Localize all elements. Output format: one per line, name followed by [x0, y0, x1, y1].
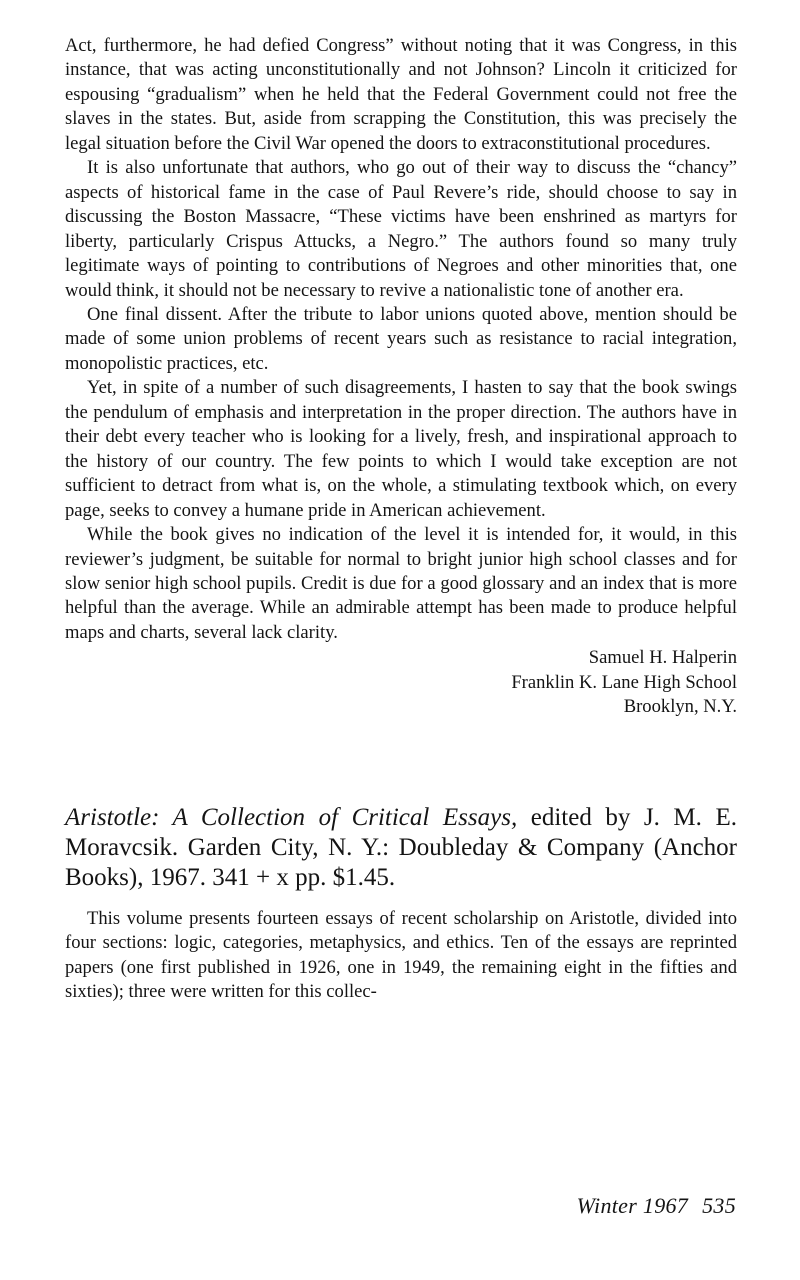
- journal-page: [65, 34, 737, 1005]
- paragraph: Yet, in spite of a number of such disagreements, I hasten to say that the book swings the pendulum of emphasis and interpretation in the proper direction. The authors have in their debt every teacher who is looking for a lively, fresh, and inspirational approach to the history of our country. The few points to which I would take exception are not sufficient to detract from what is, on the whole, a stimulating textbook which, on every page, seeks to convey a humane pride in American achievement.: [65, 377, 737, 521]
- paragraph: This volume presents fourteen essays of recent scholarship on Aristotle, divided into four sections: logic, categories, metaphysics, and ethics. Ten of the essays are reprinted papers (one first published in 1926, one in 1949, the remaining eight in the fifties and sixties); three were written for this collec-: [65, 907, 737, 1003]
- next-review-text: [65, 907, 737, 1005]
- reviewer-signature: [65, 646, 737, 719]
- paragraph: One final dissent. After the tribute to labor unions quoted above, mention should be made of some union problems of recent years such as resistance to racial integration, monopolistic practices, etc.: [65, 303, 737, 374]
- previous-review-text: [65, 34, 737, 645]
- page-footer: [577, 1193, 736, 1219]
- reviewer-location: Brooklyn, N.Y.: [623, 696, 737, 718]
- reviewer-institution: Franklin K. Lane High School: [511, 671, 737, 693]
- reviewer-name: Samuel H. Halperin: [588, 647, 737, 669]
- issue-label: Winter 1967: [576, 1193, 689, 1218]
- book-review-heading: [65, 803, 737, 893]
- page-number: 535: [702, 1193, 736, 1218]
- book-citation: edited by J. M. E. Moravcsik. Garden City, N. Y.: Doubleday & Company (Anchor Books), 1967. 341 + x pp. $1.45.: [65, 803, 737, 891]
- paragraph: It is also unfortunate that authors, who go out of their way to discuss the “chancy” aspects of historical fame in the case of Paul Revere’s ride, should choose to say in discussing the Boston Massacre, “These victims have been enshrined as martyrs for liberty, particularly Crispus Attucks, a Negro.” The authors found so many truly legitimate ways of pointing to contributions of Negroes and other minorities that, one would think, it should not be necessary to revive a nationalistic tone of another era.: [65, 157, 737, 301]
- book-title: Aristotle: A Collection of Critical Essays,: [65, 803, 518, 831]
- paragraph: While the book gives no indication of the level it is intended for, it would, in this reviewer’s judgment, be suitable for normal to bright junior high school classes and for slow senior high school pupils. Credit is due for a good glossary and an index that is more helpful than the average. While an admirable attempt has been made to produce helpful maps and charts, several lack clarity.: [65, 524, 737, 643]
- paragraph: Act, furthermore, he had defied Congress” without noting that it was Congress, in this instance, that was acting unconstitutionally and not Johnson? Lincoln it criticized for espousing “gradualism” when he held that the Federal Government could not free the slaves in the states. But, aside from scrapping the Constitution, this was precisely the legal situation before the Civil War opened the doors to extraconstitutional procedures.: [65, 35, 737, 154]
